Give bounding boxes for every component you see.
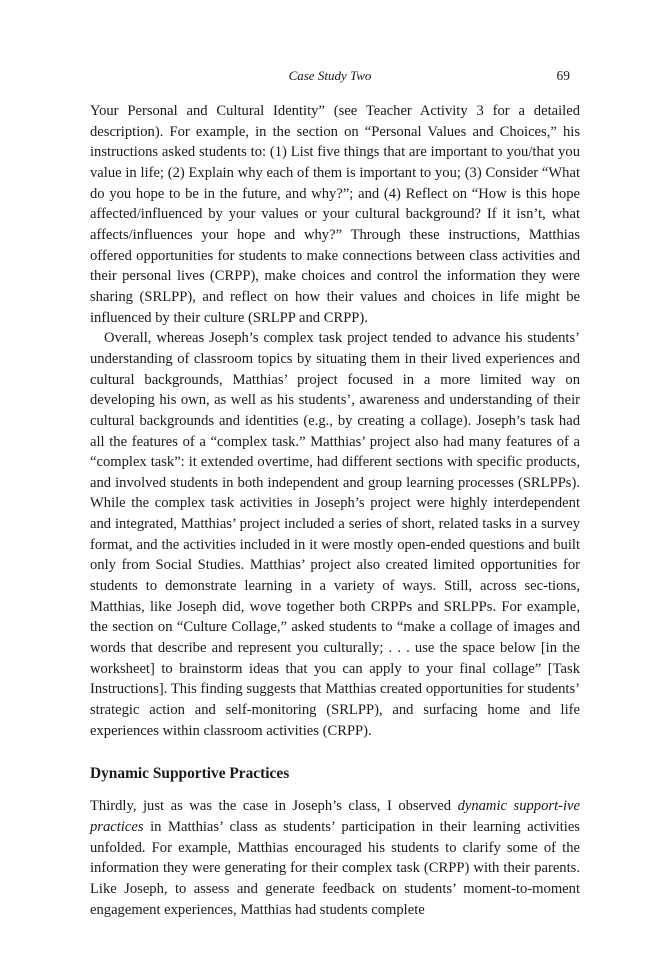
body-text <box>90 101 580 920</box>
paragraph-continued: Your Personal and Cultural Identity” (see Teacher Activity 3 for a detailed description). For example, in the section on “Personal Values and Choices,” his instructions asked students to: (1) List five things that are important to you/that you value in life; (2) Explain why each of them is important to you; (3) Consider “What do you hope to be in the future, and why?”; and (4) Reflect on “How is this hope affected/influenced by your values or your cultural background? If it isn’t, what affects/influences your hope and why?” Through these instructions, Matthias offered opportunities for students to make connections between class activities and their personal lives (CRPP), make choices and control the information they were sharing (SRLPP), and reflect on how their values and choices in life might be influenced by their culture (SRLPP and CRPP). <box>90 103 580 326</box>
section-heading: Dynamic Supportive Practices <box>90 765 290 783</box>
running-title: Case Study Two <box>288 68 372 83</box>
running-header <box>90 67 570 87</box>
emphasized-term: dynamic support-ive practices <box>90 798 581 835</box>
paragraph-rest-text: in Matthias’ class as students’ participation in their learning activities unfolded. For example, Matthias encouraged his students to clarify some of the information they were generating for their complex task (CRPP) with their parents. Like Joseph, to assess and generate feedback on students’ moment-to-moment engagement experiences, Matthias had students complete <box>90 819 580 918</box>
paragraph-overall: Overall, whereas Joseph’s complex task project tended to advance his students’ understanding of classroom topics by situating them in their lived experiences and cultural backgrounds, Matthias’ project focused in a more limited way on developing his own, as well as his students’, awareness and understanding of their cultural backgrounds and identities (e.g., by creating a collage). Joseph’s task had all the features of a “complex task.” Matthias’ project also had many features of a “complex task”: it extended overtime, had different sections with specific products, and involved students in both independent and group learning processes (SRLPPs). While the complex task activities in Joseph’s project were highly interdependent and integrated, Matthias’ project included a series of short, related tasks in a survey format, and the activities included in it were mostly open-ended questions and built only from Social Studies. Matthias’ project also created limited opportunities for students to demonstrate learning in a variety of ways. Still, across sec-tions, Matthias, like Joseph did, wove together both CRPPs and SRLPPs. For example, the section on “Culture Collage,” asked students to “make a collage of images and words that describe and represent you culturally; . . . use the space below [in the worksheet] to brainstorm ideas that you can apply to your final collage” [Task Instructions]. This finding suggests that Matthias created opportunities for students’ strategic action and self-monitoring (SRLPP), and surfacing home and life experiences within classroom activities (CRPP). <box>90 330 580 739</box>
paragraph-dynamic-practices <box>90 796 580 920</box>
page-number: 69 <box>556 68 570 83</box>
paragraph-intro-text: Thirdly, just as was the case in Joseph’s class, I observed <box>90 798 458 815</box>
